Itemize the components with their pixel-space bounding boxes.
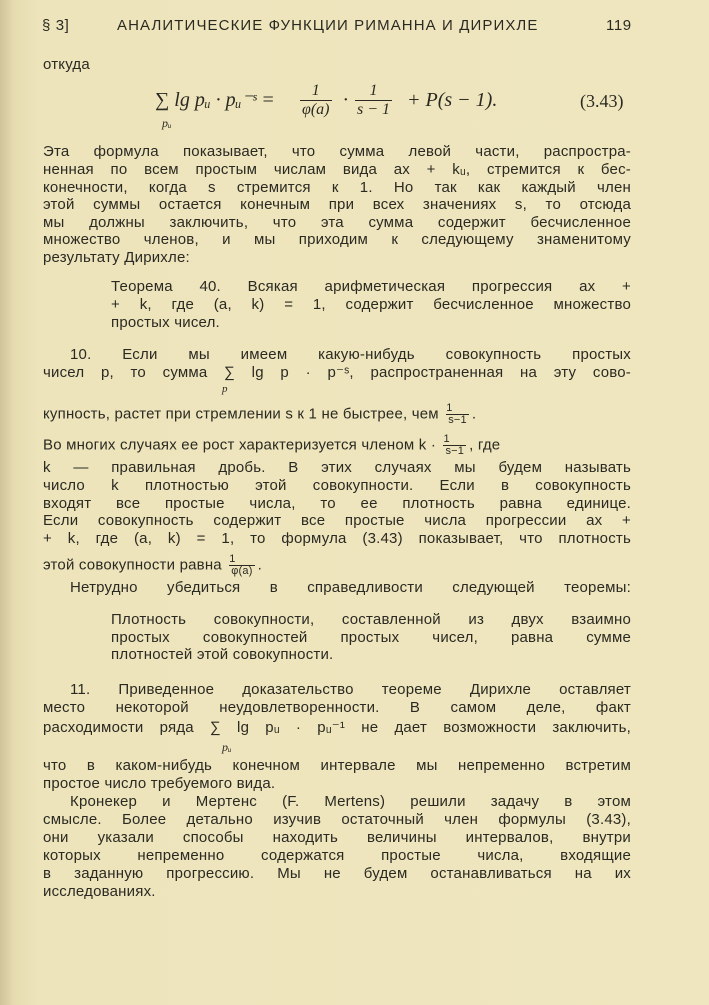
statement-line: простых совокупностей простых чисел, равна сумме: [111, 629, 631, 646]
running-title: АНАЛИТИЧЕСКИЕ ФУНКЦИИ РИМАННА И ДИРИХЛЕ: [117, 17, 539, 34]
text-line: множество членов, и мы приходим к следующему знаменитому: [43, 231, 631, 248]
text-line: этой суммы остается конечным при всех значениях s, то отсюда: [43, 196, 631, 213]
fraction: $\frac{1}{s-1}$: [446, 402, 467, 426]
text-line: место некоторой неудовлетворенности. В самом деле, факт: [43, 699, 631, 716]
equation-lhs: ∑ lg pᵤ · pᵤ⁻ˢ =: [155, 89, 275, 111]
text-line: в заданную прогрессию. Мы не будем останавливаться на их: [43, 865, 631, 882]
fraction: 1 s − 1: [357, 82, 391, 118]
theorem-line: Теорема 40. Всякая арифметическая прогрессия ax +: [111, 278, 631, 295]
text-line: этой совокупности равна $\frac{1}{\varphi(a)}$ .: [43, 553, 262, 577]
page-number: 119: [606, 17, 632, 34]
text-line: Эта формула показывает, что сумма левой части, распростра-: [43, 143, 631, 160]
text-line: расходимости ряда ∑ lg pᵤ · pᵤ⁻¹ не дает возможности заключить,: [43, 719, 631, 736]
dot-operator: ·: [343, 89, 348, 111]
text-line: купность, растет при стремлении s к 1 не быстрее, чем $\frac{1}{s-1}$ .: [43, 402, 477, 426]
sum-subscript: pᵤ: [162, 116, 172, 130]
equation-label: (3.43): [580, 91, 624, 111]
text-line: ненная по всем простым числам вида ax + kᵤ, стремится к бес-: [43, 161, 631, 178]
text-line: откуда: [43, 56, 90, 73]
equation-rhs: + P(s − 1).: [407, 89, 498, 111]
fraction: 1 φ(a): [302, 82, 330, 118]
text-line: входят все простые числа, то ее плотность равна единице.: [43, 495, 631, 512]
text-line: + k, где (a, k) = 1, то формула (3.43) показывает, что плотность: [43, 530, 631, 547]
fraction: $\frac{1}{s-1}$: [443, 433, 465, 457]
text-line: 10. Если мы имеем какую-нибудь совокупность простых: [70, 346, 631, 363]
section-number: § 3]: [42, 17, 70, 34]
text-line: Во многих случаях ее рост характеризуется членом k · $\frac{1}{s-1}$ , где: [43, 433, 501, 457]
text-line: 11. Приведенное доказательство теореме Дирихле оставляет: [70, 681, 631, 698]
text-line: Кронекер и Мертенс (F. Mertens) решили задачу в этом: [70, 793, 631, 810]
statement-line: плотностей этой совокупности.: [111, 646, 334, 663]
text-line: простое число требуемого вида.: [43, 775, 276, 792]
text-line: Нетрудно убедиться в справедливости следующей теоремы:: [70, 579, 631, 596]
text-line: конечности, когда s стремится к 1. Но так как каждый член: [43, 179, 631, 196]
statement-line: Плотность совокупности, составленной из двух взаимно: [111, 611, 631, 628]
fraction: $\frac{1}{\varphi(a)}$: [229, 553, 253, 577]
text-line: исследованиях.: [43, 883, 156, 900]
sum-subscript: pᵤ: [222, 740, 232, 754]
theorem-line: простых чисел.: [111, 314, 220, 331]
text-line: число k плотностью этой совокупности. Если в совокупность: [43, 477, 631, 494]
text-line: Если совокупность содержит все простые числа прогрессии ax +: [43, 512, 631, 529]
text-line: что в каком-нибудь конечном интервале мы непременно встретим: [43, 757, 631, 774]
text-line: k — правильная дробь. В этих случаях мы будем называть: [43, 459, 631, 476]
text-line: они указали способы находить величины интервалов, внутри: [43, 829, 631, 846]
text-line: мы должны заключить, что эта сумма содержит бесчисленное: [43, 214, 631, 231]
sum-subscript: p: [222, 383, 228, 395]
text-line: которых непременно содержатся простые числа, входящие: [43, 847, 631, 864]
text-line: смысле. Более детально изучив остаточный член формулы (3.43),: [43, 811, 631, 828]
text-line: чисел p, то сумма ∑ lg p · p⁻ˢ, распространенная на эту сово-: [43, 364, 631, 381]
text-line: результату Дирихле:: [43, 249, 190, 266]
theorem-line: + k, где (a, k) = 1, содержит бесчисленное множество: [111, 296, 631, 313]
